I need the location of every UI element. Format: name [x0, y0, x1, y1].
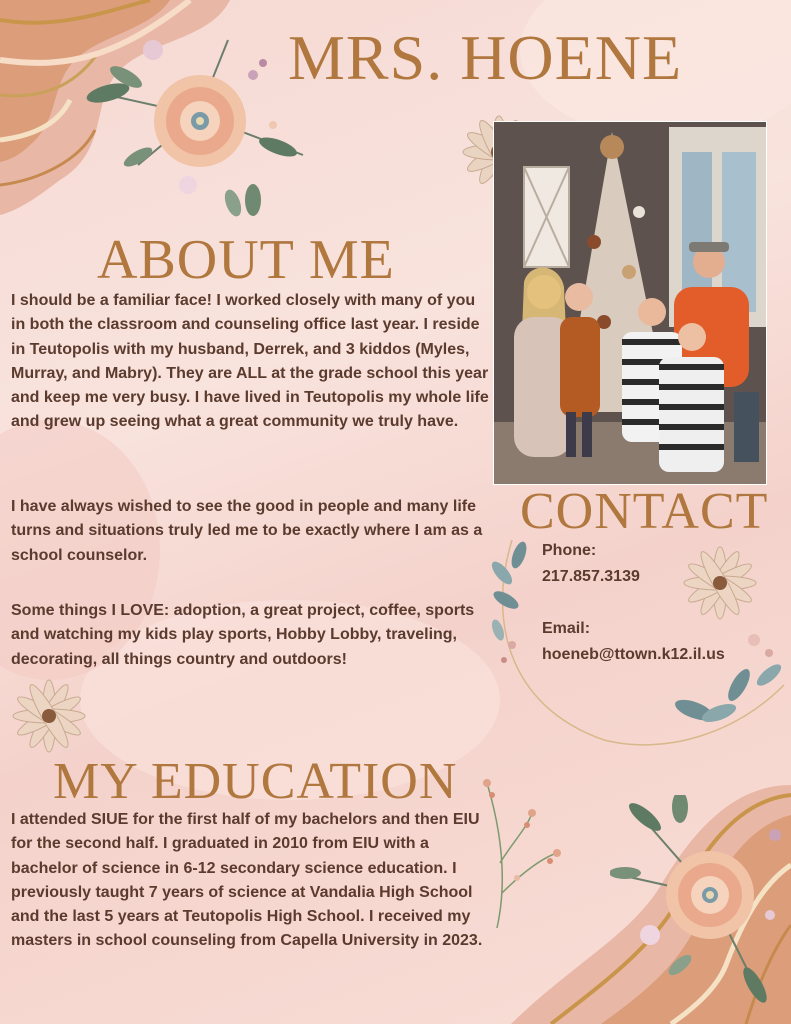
phone-label: Phone: [542, 542, 597, 559]
family-photo [493, 121, 767, 485]
email-address[interactable]: hoeneb@ttown.k12.il.us [542, 646, 725, 663]
about-heading: ABOUT ME [97, 229, 395, 291]
page-title: MRS. HOENE [288, 22, 683, 93]
contact-heading: CONTACT [520, 483, 769, 540]
education-paragraph: I attended SIUE for the first half of my bachelors and then EIU for the second half. I graduated in 2010 from EIU with a bachelor of science in 6-12 secondary science education. I previously taught 7 years of science at Vandalia High School and the last 5 years at Teutopolis High School. I received my masters in school counseling from Capella University in 2023. [11, 811, 483, 950]
about-paragraph-1: I should be a familiar face! I worked closely with many of you in both the classroom and counseling office last year. I reside in Teutopolis with my husband, Derrek, and 3 kiddos (Myles, Murray, and Mabry). They are ALL at the grade school this year and keep me very busy. I have lived in Teutopolis my whole life and grew up seeing what a great community we truly have. [11, 292, 489, 431]
flower-bouquet-bottom [610, 795, 791, 1005]
about-paragraph-2: I have always wished to see the good in people and many life turns and situations truly led me to be exactly where I am as a school counselor. [11, 498, 483, 564]
email-label: Email: [542, 620, 591, 637]
flower-icon [677, 540, 763, 626]
education-heading: MY EDUCATION [53, 753, 458, 810]
about-paragraph-3: Some things I LOVE: adoption, a great project, coffee, sports and watching my kids play sports, Hobby Lobby, traveling, decorating, all things country and outdoors! [11, 602, 475, 668]
flower-bouquet-top [78, 25, 318, 225]
phone-number[interactable]: 217.857.3139 [542, 568, 640, 585]
flower-icon [6, 673, 92, 759]
